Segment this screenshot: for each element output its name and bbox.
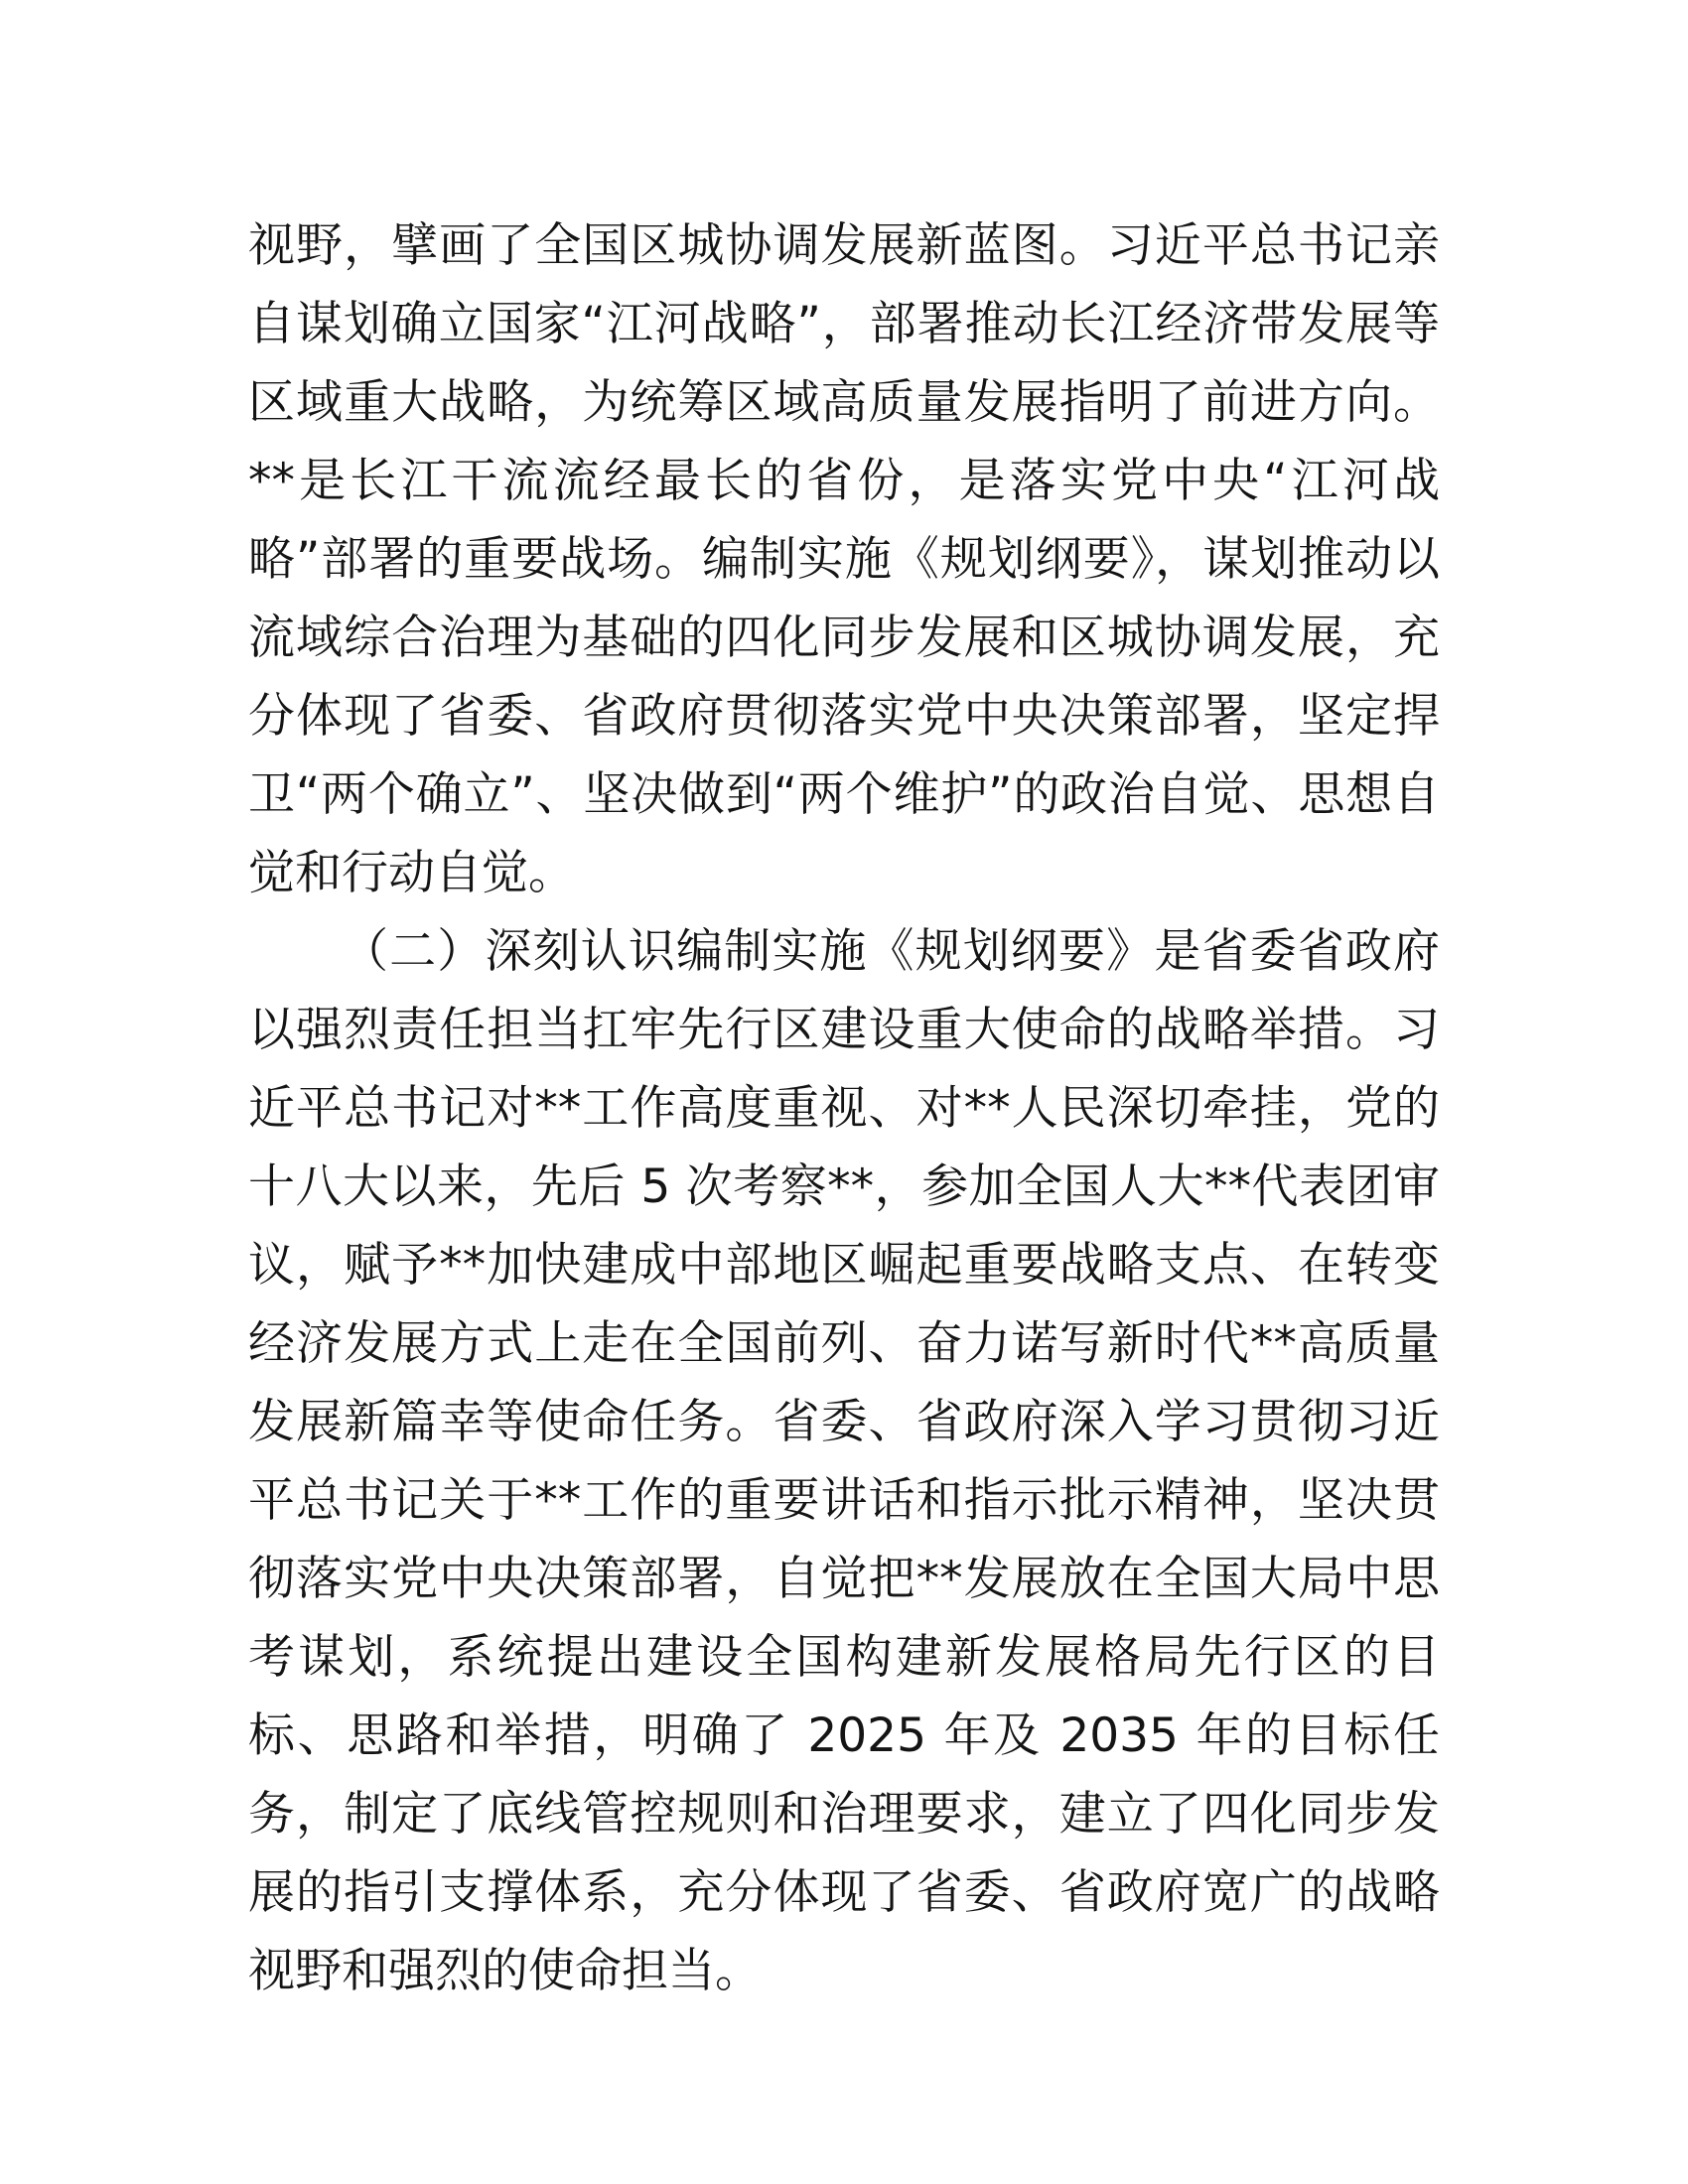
document-body [248, 206, 1440, 2010]
paragraph-continued: 视野，擘画了全国区城协调发展新蓝图。习近平总书记亲自谋划确立国家“江河战略”，部署推动长江经济带发展等区域重大战略，为统筹区域高质量发展指明了前进方向。**是长江干流流经最长的省份，是落实党中央“江河战略”部署的重要战场。编制实施《规划纲要》，谋划推动以流域综合治理为基础的四化同步发展和区城协调发展，充分体现了省委、省政府贯彻落实党中央决策部署，坚定捍卫“两个确立”、坚决做到“两个维护”的政治自觉、思想自觉和行动自觉。 [248, 218, 1440, 900]
paragraph-section-two: （二）深刻认识编制实施《规划纲要》是省委省政府以强烈责任担当扛牢先行区建设重大使命的战略举措。习近平总书记对**工作高度重视、对**人民深切牵挂，党的十八大以来，先后 5 次考察**，参加全国人大**代表团审议，赋予**加快建成中部地区崛起重要战略支点、在转变经济发展方式上走在全国前列、奋力诺写新时代**高质量发展新篇幸等使命任务。省委、省政府深入学习贯彻习近平总书记关于**工作的重要讲话和指示批示精神，坚决贯彻落实党中央决策部署，自觉把**发展放在全国大局中思考谋划，系统提出建设全国构建新发展格局先行区的目标、思路和举措，明确了 2025 年及 2035 年的目标任务，制定了底线管控规则和治理要求，建立了四化同步发展的指引支撑体系，充分体现了省委、省政府宽广的战略视野和强烈的使命担当。 [248, 924, 1440, 1998]
